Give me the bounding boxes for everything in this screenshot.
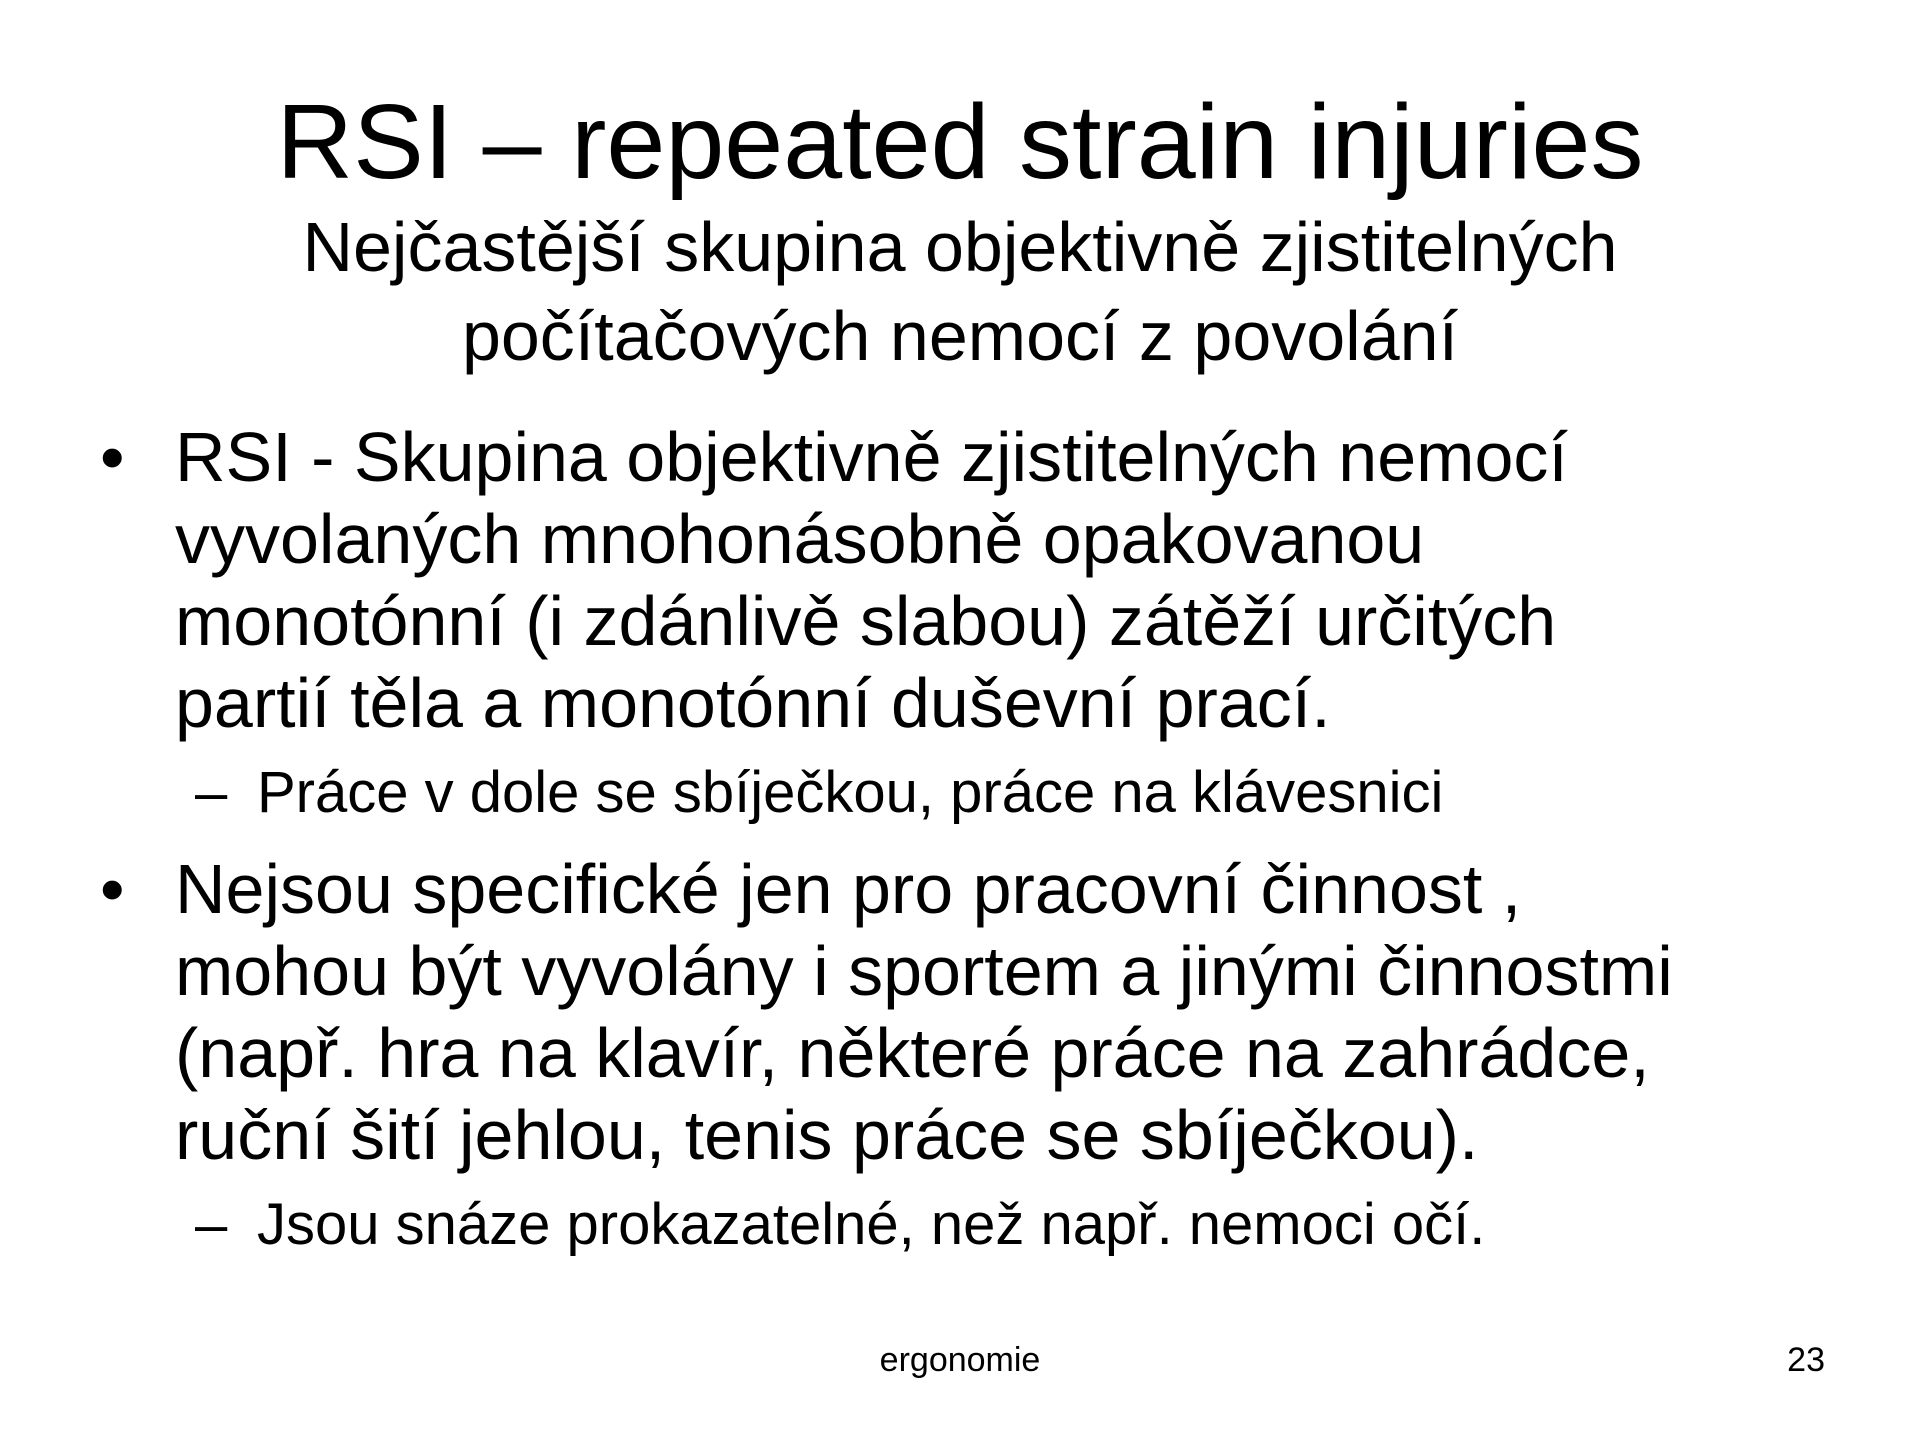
sub-bullet-1-text: Práce v dole se sbíječkou, práce na klávesnici <box>257 760 1444 825</box>
slide-footer: ergonomie <box>879 1341 1041 1379</box>
bullet-2-line-4: ruční šití jehlou, tenis práce se sbíječkou). <box>175 1096 1479 1174</box>
sub-bullet-2-text: Jsou snáze prokazatelné, než např. nemoci očí. <box>257 1192 1486 1257</box>
bullet-marker: • <box>100 418 125 496</box>
slide-subtitle-line-1: Nejčastější skupina objektivně zjistitelných <box>302 208 1618 286</box>
dash-marker: – <box>195 760 228 825</box>
slide-subtitle-line-2: počítačových nemocí z povolání <box>461 297 1459 375</box>
bullet-marker: • <box>100 850 125 928</box>
bullet-2-line-2: mohou být vyvolány i sportem a jinými činnostmi <box>175 932 1673 1010</box>
bullet-1-line-3: monotónní (i zdánlivě slabou) zátěží určitých <box>175 582 1557 660</box>
bullet-2-line-3: (např. hra na klavír, některé práce na zahrádce, <box>175 1014 1650 1092</box>
dash-marker: – <box>195 1192 228 1257</box>
bullet-1-line-1: RSI - Skupina objektivně zjistitelných nemocí <box>175 418 1568 496</box>
bullet-1-line-2: vyvolaných mnohonásobně opakovanou <box>175 500 1425 578</box>
page-number: 23 <box>1787 1341 1825 1379</box>
bullet-1-line-4: partií těla a monotónní duševní prací. <box>175 664 1331 742</box>
bullet-2-line-1: Nejsou specifické jen pro pracovní činnost , <box>175 850 1522 928</box>
slide-title: RSI – repeated strain injuries <box>276 83 1644 201</box>
